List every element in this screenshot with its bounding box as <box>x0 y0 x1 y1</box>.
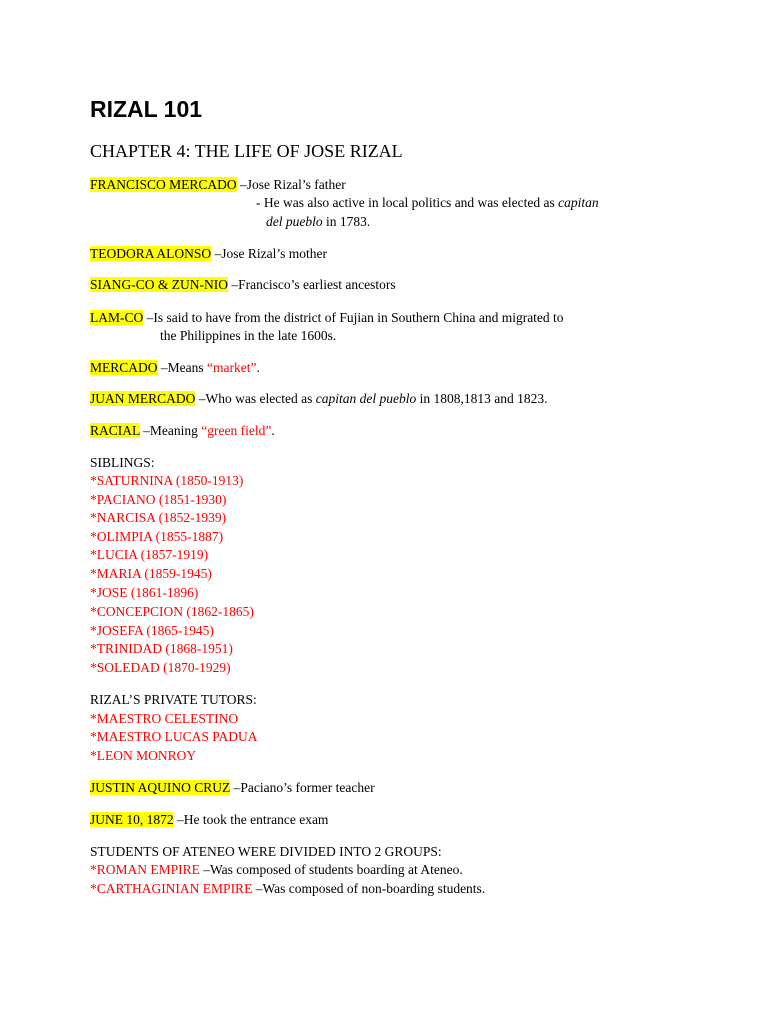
note-francisco-2 <box>266 213 370 231</box>
sibling-item: *NARCISA (1852-1939) <box>90 510 227 525</box>
sibling-item: *SATURNINA (1850-1913) <box>90 473 244 488</box>
groups-heading: STUDENTS OF ATENEO WERE DIVIDED INTO 2 GROUPS: <box>90 844 442 859</box>
term-francisco: FRANCISCO MERCADO <box>90 177 237 192</box>
meaning-mercado: “market” <box>207 360 257 375</box>
entry-siangco <box>90 276 396 294</box>
tutor-item: *MAESTRO LUCAS PADUA <box>90 729 258 744</box>
sibling-item: *PACIANO (1851-1930) <box>90 492 227 507</box>
end-mercado: . <box>256 360 260 375</box>
group-name: *CARTHAGINIAN EMPIRE <box>90 881 253 896</box>
entry-racial <box>90 422 275 440</box>
siblings-heading: SIBLINGS: <box>90 455 155 470</box>
group-item <box>90 880 485 898</box>
term-justin: JUSTIN AQUINO CRUZ <box>90 780 231 795</box>
note-italic: capitan <box>558 195 599 210</box>
def-lamco: –Is said to have from the district of Fujian in Southern China and migrated to <box>143 310 564 325</box>
sibling-item: *JOSEFA (1865-1945) <box>90 623 214 638</box>
term-juan: JUAN MERCADO <box>90 391 196 406</box>
def-justin: –Paciano’s former teacher <box>230 780 375 795</box>
term-mercado: MERCADO <box>90 360 158 375</box>
def-june: –He took the entrance exam <box>173 812 329 827</box>
group-name: *ROMAN EMPIRE <box>90 862 200 877</box>
entry-francisco <box>90 176 346 194</box>
group-desc: –Was composed of non-boarding students. <box>252 881 486 896</box>
term-racial: RACIAL <box>90 423 140 438</box>
sibling-item: *JOSE (1861-1896) <box>90 585 199 600</box>
chapter-heading: CHAPTER 4: THE LIFE OF JOSE RIZAL <box>90 141 403 161</box>
tutor-item: *MAESTRO CELESTINO <box>90 711 239 726</box>
sibling-item: *CONCEPCION (1862-1865) <box>90 604 254 619</box>
note-text: - He was also active in local politics and was elected as <box>256 195 559 210</box>
entry-mercado <box>90 359 260 377</box>
group-item <box>90 861 463 879</box>
sibling-item: *TRINIDAD (1868-1951) <box>90 641 233 656</box>
sibling-item: *LUCIA (1857-1919) <box>90 547 209 562</box>
document-title: RIZAL 101 <box>90 96 203 122</box>
def-racial: –Meaning <box>139 423 202 438</box>
def-juan: –Who was elected as <box>195 391 316 406</box>
end-juan: in 1808,1813 and 1823. <box>416 391 548 406</box>
def-teodora: –Jose Rizal’s mother <box>211 246 327 261</box>
entry-juan <box>90 390 547 408</box>
note-italic: del pueblo <box>266 214 323 229</box>
note-francisco-1 <box>256 194 599 212</box>
note-text: in 1783. <box>322 214 371 229</box>
group-desc: –Was composed of students boarding at Ateneo. <box>199 862 463 877</box>
sibling-item: *MARIA (1859-1945) <box>90 566 212 581</box>
term-siangco: SIANG-CO & ZUN-NIO <box>90 277 228 292</box>
sibling-item: *OLIMPIA (1855-1887) <box>90 529 224 544</box>
entry-teodora <box>90 245 327 263</box>
def-francisco: –Jose Rizal’s father <box>236 177 346 192</box>
end-racial: . <box>271 423 275 438</box>
tutor-item: *LEON MONROY <box>90 748 197 763</box>
term-lamco: LAM-CO <box>90 310 144 325</box>
entry-lamco <box>90 309 564 327</box>
entry-june <box>90 811 328 829</box>
italic-juan: capitan del pueblo <box>315 391 417 406</box>
def-siangco: –Francisco’s earliest ancestors <box>228 277 396 292</box>
cont-lamco: the Philippines in the late 1600s. <box>160 328 337 343</box>
term-teodora: TEODORA ALONSO <box>90 246 212 261</box>
term-june: JUNE 10, 1872 <box>90 812 174 827</box>
sibling-item: *SOLEDAD (1870-1929) <box>90 660 231 675</box>
entry-justin <box>90 779 375 797</box>
def-mercado: –Means <box>157 360 208 375</box>
tutors-heading: RIZAL’S PRIVATE TUTORS: <box>90 692 257 707</box>
meaning-racial: “green field” <box>201 423 272 438</box>
